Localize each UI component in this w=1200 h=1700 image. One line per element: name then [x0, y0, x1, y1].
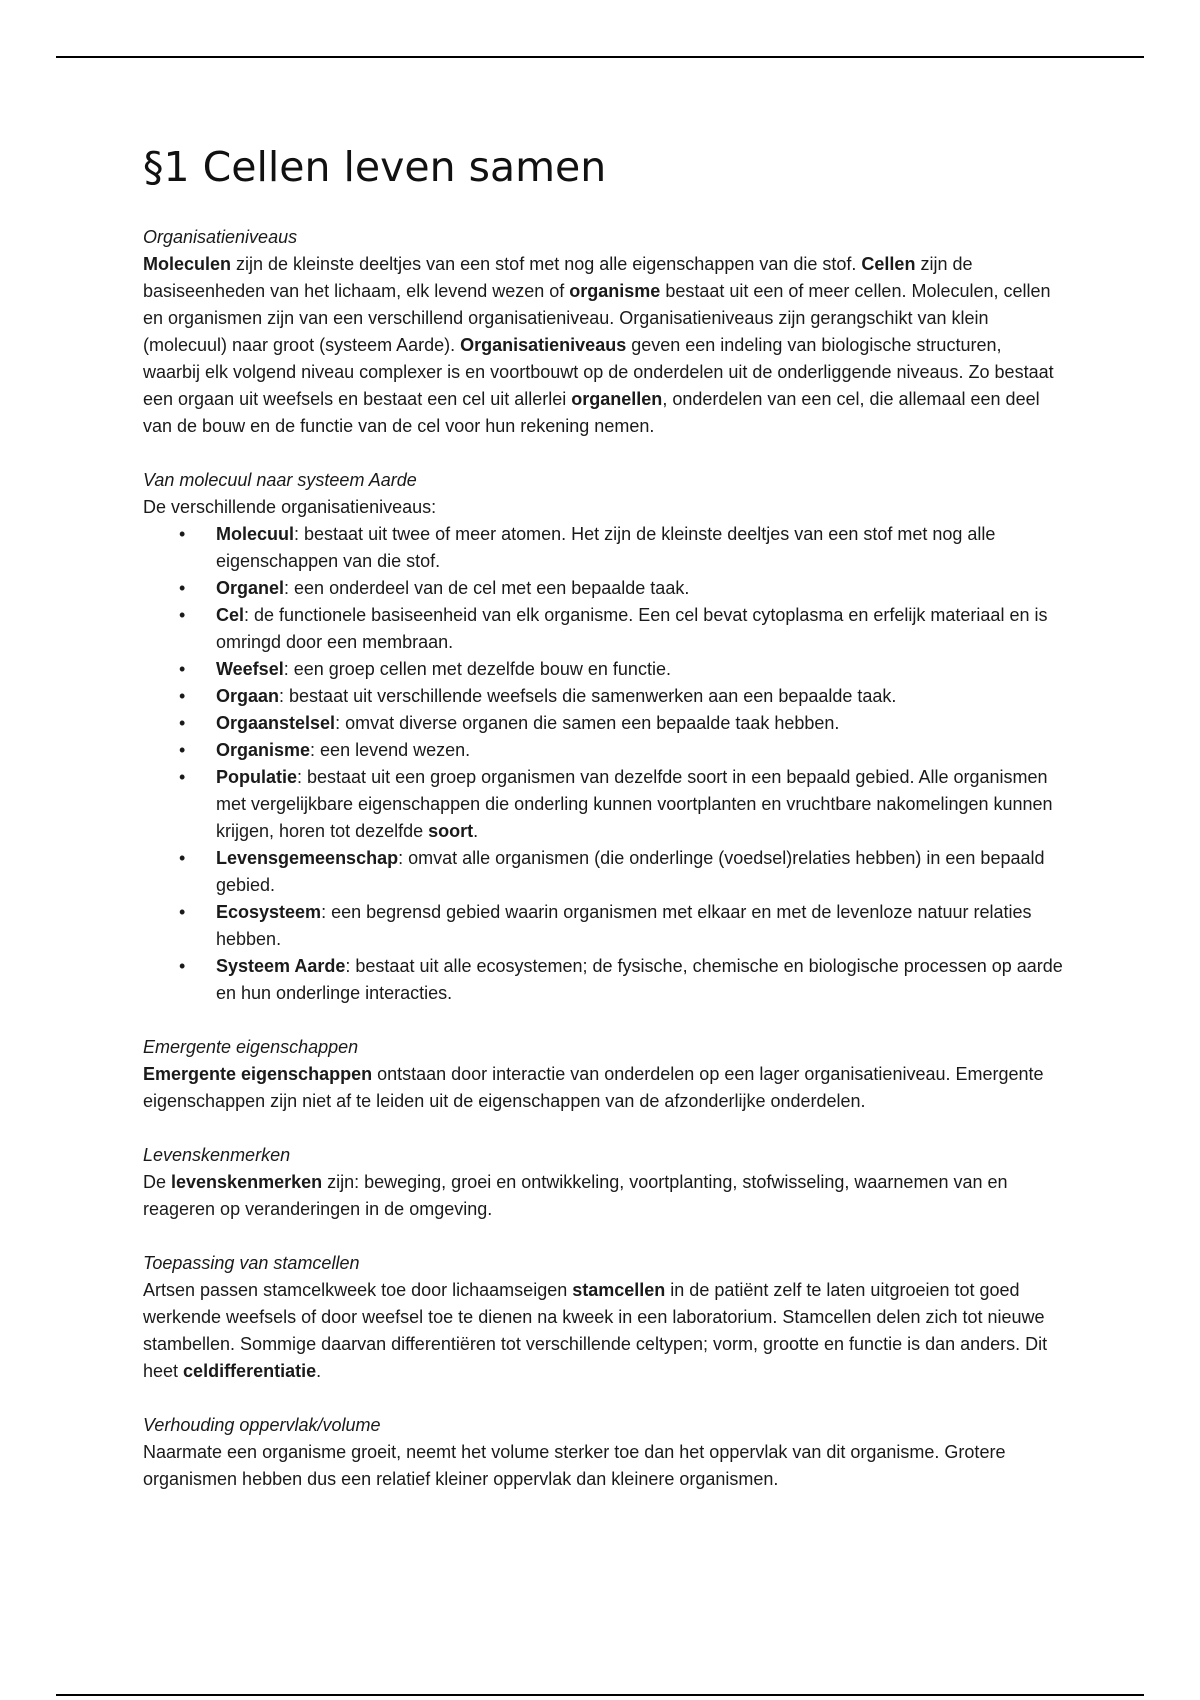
bold-term: Orgaan: [216, 686, 280, 706]
text-run: : bestaat uit twee of meer atomen. Het zijn de kleinste deeltjes van een stof met nog alle eigenschappen van die stof.: [216, 524, 996, 571]
text-run: : bestaat uit verschillende weefsels die samenwerken aan een bepaalde taak.: [279, 686, 897, 706]
bullet-icon: •: [179, 848, 186, 868]
text-run: in de patiënt zelf te laten uitgroeien tot goed werkende weefsels of door weefsel toe te dienen na kweek in een laboratorium. Stamcellen delen zich tot nieuwe stambellen. Sommige daarvan differentiëren tot verschillende celtypen; vorm, grootte en functie is dan anders. Dit heet: [143, 1280, 1048, 1381]
bold-term: Orgaanstelsel: [216, 713, 336, 733]
section-heading: Toepassing van stamcellen: [143, 1253, 360, 1273]
text-run: : de functionele basiseenheid van elk organisme. Een cel bevat cytoplasma en erfelijk materiaal en is omringd door een membraan.: [216, 605, 1048, 652]
text-run: .: [473, 821, 479, 841]
text-run: bestaat uit een of meer cellen. Moleculen, cellen en organismen zijn van een verschillend organisatieniveau. Organisatieniveaus zijn gerangschikt van klein (molecuul) naar groot (systeem Aarde).: [143, 281, 1051, 355]
list-item: [179, 764, 1063, 845]
bullet-icon: •: [179, 686, 186, 706]
bold-term: levenskenmerken: [171, 1172, 323, 1192]
text-run: zijn: beweging, groei en ontwikkeling, voortplanting, stofwisseling, waarnemen van en reageren op veranderingen in de omgeving.: [143, 1172, 1008, 1219]
paragraph: [143, 1061, 1063, 1115]
paragraph: [143, 1277, 1063, 1385]
text-run: zijn de basiseenheden van het lichaam, elk levend wezen of: [143, 254, 973, 301]
bold-term: Cellen: [861, 254, 916, 274]
bullet-icon: •: [179, 713, 186, 733]
header-rule: [56, 56, 1144, 58]
text-run: : een onderdeel van de cel met een bepaalde taak.: [284, 578, 690, 598]
bullet-icon: •: [179, 659, 186, 679]
list-item: [179, 899, 1063, 953]
text-run: Artsen passen stamcelkweek toe door lichaamseigen: [143, 1280, 573, 1300]
bold-term: Organisatieniveaus: [460, 335, 627, 355]
bullet-icon: •: [179, 740, 186, 760]
bold-term: Cel: [216, 605, 245, 625]
text-run: : een groep cellen met dezelfde bouw en functie.: [283, 659, 671, 679]
bold-term: Levensgemeenschap: [216, 848, 399, 868]
bullet-icon: •: [179, 578, 186, 598]
text-run: : bestaat uit alle ecosystemen; de fysische, chemische en biologische processen op aarde en hun onderlinge interacties.: [216, 956, 1063, 1003]
section-heading: Verhouding oppervlak/volume: [143, 1415, 381, 1435]
bold-term: Populatie: [216, 767, 298, 787]
bullet-icon: •: [179, 605, 186, 625]
bold-term: Organisme: [216, 740, 311, 760]
bullet-list: [143, 521, 1063, 1007]
list-item: [179, 602, 1063, 656]
bold-term: stamcellen: [572, 1280, 666, 1300]
section: [143, 224, 1063, 440]
section: [143, 1250, 1063, 1385]
section: [143, 467, 1063, 1007]
bold-term: Molecuul: [216, 524, 295, 544]
bold-term: organellen: [571, 389, 663, 409]
list-item: [179, 710, 1063, 737]
bold-term: Weefsel: [216, 659, 284, 679]
bold-term: Moleculen: [143, 254, 232, 274]
text-run: : omvat diverse organen die samen een bepaalde taak hebben.: [335, 713, 840, 733]
footer-rule: [56, 1694, 1144, 1696]
document-body: [143, 224, 1063, 1493]
section: [143, 1034, 1063, 1115]
section-heading: Levenskenmerken: [143, 1145, 291, 1165]
section-heading: Van molecuul naar systeem Aarde: [143, 470, 417, 490]
bold-term: Systeem Aarde: [216, 956, 346, 976]
bold-term: Emergente eigenschappen: [143, 1064, 373, 1084]
text-run: ontstaan door interactie van onderdelen op een lager organisatieniveau. Emergente eigenschappen zijn niet af te leiden uit de eigenschappen van de afzonderlijke onderdelen.: [143, 1064, 1044, 1111]
section-heading: Organisatieniveaus: [143, 227, 298, 247]
text-run: : omvat alle organismen (die onderlinge (voedsel)relaties hebben) in een bepaald gebied.: [216, 848, 1045, 895]
bold-term: celdifferentiatie: [183, 1361, 317, 1381]
paragraph: [143, 251, 1063, 440]
list-item: [179, 575, 1063, 602]
paragraph: [143, 1439, 1063, 1493]
list-item: [179, 683, 1063, 710]
list-item: [179, 737, 1063, 764]
paragraph: [143, 494, 1063, 521]
list-item: [179, 845, 1063, 899]
paragraph: [143, 1169, 1063, 1223]
bold-term: Organel: [216, 578, 285, 598]
text-run: .: [316, 1361, 322, 1381]
text-run: Naarmate een organisme groeit, neemt het volume sterker toe dan het oppervlak van dit organisme. Grotere organismen hebben dus een relatief kleiner oppervlak dan kleinere organismen.: [143, 1442, 1006, 1489]
bullet-icon: •: [179, 767, 186, 787]
text-run: geven een indeling van biologische structuren, waarbij elk volgend niveau complexer is en voortbouwt op de onderdelen uit de onderliggende niveaus. Zo bestaat een orgaan uit weefsels en bestaat een cel uit allerlei: [143, 335, 1054, 409]
bullet-icon: •: [179, 902, 186, 922]
section: [143, 1142, 1063, 1223]
text-run: : een begrensd gebied waarin organismen met elkaar en met de levenloze natuur relaties hebben.: [216, 902, 1032, 949]
document-page: [143, 138, 1063, 1520]
section: [143, 1412, 1063, 1493]
section-heading: Emergente eigenschappen: [143, 1037, 359, 1057]
text-run: : bestaat uit een groep organismen van dezelfde soort in een bepaald gebied. Alle organismen met vergelijkbare eigenschappen die onderling kunnen voortplanten en vruchtbare nakomelingen kunnen krijgen, horen tot dezelfde: [216, 767, 1053, 841]
list-item: [179, 521, 1063, 575]
text-run: De: [143, 1172, 172, 1192]
text-run: , onderdelen van een cel, die allemaal een deel van de bouw en de functie van de cel voor hun rekening nemen.: [143, 389, 1040, 436]
bold-term: Ecosysteem: [216, 902, 322, 922]
bullet-icon: •: [179, 956, 186, 976]
bold-term: soort: [428, 821, 474, 841]
bold-term: organisme: [569, 281, 661, 301]
page-title: §1 Cellen leven samen: [143, 143, 607, 191]
bullet-icon: •: [179, 524, 186, 544]
list-item: [179, 953, 1063, 1007]
text-run: zijn de kleinste deeltjes van een stof met nog alle eigenschappen van die stof.: [231, 254, 862, 274]
text-run: De verschillende organisatieniveaus:: [143, 497, 437, 517]
list-item: [179, 656, 1063, 683]
text-run: : een levend wezen.: [310, 740, 471, 760]
